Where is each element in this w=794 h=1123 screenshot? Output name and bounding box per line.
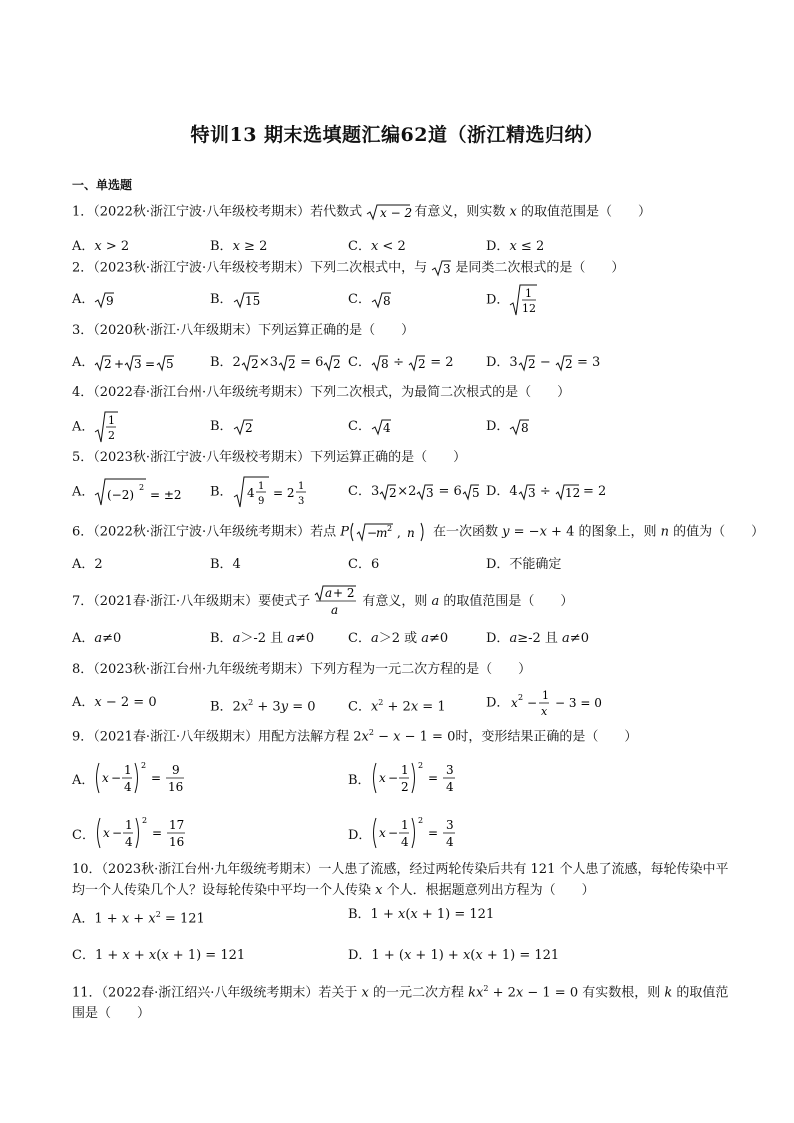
question-10-stem: 10．（2023秋·浙江台州·九年级统考期末）一人患了流感，经过两轮传染后共有 121 个人患了流感，每轮传染中平均一个人传染几个人？设每轮传染中平均一个人传染 x 个人．根据题意列出方程为（ ） bbox=[72, 862, 729, 898]
svg-text:2: 2 bbox=[250, 356, 259, 371]
option-d[interactable]: D． x −1 4 2 = 3 4 bbox=[348, 816, 455, 849]
option-c[interactable]: C．3 2 ×2 3 = 6 5 bbox=[348, 484, 480, 500]
svg-text:4: 4 bbox=[382, 420, 391, 435]
svg-text:2: 2 bbox=[141, 761, 147, 770]
option-b[interactable]: B．$2x^2 + 3y = 0$ bbox=[210, 698, 316, 715]
option-a[interactable]: A． 2 + 3 = 5 bbox=[72, 355, 175, 371]
svg-text:x−14: x −1 4 bbox=[102, 763, 133, 794]
svg-text:a+ 2: a+ 2 bbox=[325, 586, 355, 600]
option-c[interactable]: C．1 + x + x(x + 1) = 121 bbox=[72, 948, 246, 963]
option-c[interactable]: C．a＞2 或 a≠0 bbox=[348, 631, 449, 646]
svg-text:5: 5 bbox=[471, 485, 480, 500]
option-b[interactable]: B．x ≥ 2 bbox=[210, 239, 268, 254]
option-d[interactable]: D．1 + (x + 1) + x(x + 1) = 121 bbox=[348, 948, 560, 963]
option-a[interactable]: A． 1 2 bbox=[72, 410, 118, 444]
svg-text:−m2,n: −m2 , n bbox=[367, 524, 415, 540]
svg-text:2: 2 bbox=[389, 485, 397, 500]
option-a[interactable]: A．2 bbox=[72, 557, 103, 572]
question-7-stem: 7．（2021春·浙江·八年级期末）要使式子 a+ 2 a 有意义，则 a 的取值范围是（ ） bbox=[72, 586, 574, 617]
option-b[interactable]: B．2 2 ×3 2 = 6 2 bbox=[210, 355, 342, 371]
svg-text:− 3 = 0: − 3 = 0 bbox=[555, 696, 603, 710]
question-1-stem: 1．（2022秋·浙江宁波·八年级校考期末）若代数式 x − 2 有意义，则实数 x 的取值范围是（ ） bbox=[72, 204, 652, 220]
option-d[interactable]: D．4 3 ÷ 12 = 2 bbox=[486, 484, 607, 500]
svg-text:8: 8 bbox=[521, 420, 530, 435]
svg-text:x − 2: x − 2 bbox=[380, 206, 413, 220]
option-d[interactable]: D． 8 bbox=[486, 419, 530, 435]
option-b[interactable]: B．1 + x(x + 1) = 121 bbox=[348, 907, 495, 922]
svg-text:15: 15 bbox=[244, 293, 260, 308]
option-b[interactable]: B． 2 bbox=[210, 419, 253, 435]
svg-text:2: 2 bbox=[564, 356, 573, 371]
svg-text:3: 3 bbox=[443, 262, 451, 276]
svg-text:2: 2 bbox=[418, 356, 426, 371]
option-b[interactable]: B． 4 1 9 = 2 1 3 bbox=[210, 475, 311, 509]
svg-text:4: 4 bbox=[246, 486, 255, 500]
svg-text:= 2: = 2 bbox=[272, 486, 295, 500]
option-a[interactable]: A．$1 + x + x^2 = 121$ bbox=[72, 910, 205, 927]
svg-text:x2−: x2 − bbox=[511, 693, 538, 710]
question-5-stem: 5．（2023秋·浙江宁波·八年级校考期末）下列运算正确的是（ ） bbox=[72, 450, 467, 465]
svg-text:2: 2 bbox=[244, 420, 253, 435]
section-heading: 一、单选题 bbox=[72, 178, 133, 192]
option-c[interactable]: C．6 bbox=[348, 557, 380, 572]
option-a[interactable]: A．a≠0 bbox=[72, 631, 122, 646]
option-d[interactable]: D．a≥-2 且 a≠0 bbox=[486, 631, 589, 646]
page-title: 特训13 期末选填题汇编62道（浙江精选归纳） bbox=[190, 124, 604, 146]
option-b[interactable]: B． 15 bbox=[210, 292, 260, 308]
svg-text:=: = bbox=[427, 771, 438, 785]
svg-text:12: 12 bbox=[564, 485, 581, 500]
svg-text:2: 2 bbox=[288, 356, 296, 371]
svg-text:2: 2 bbox=[333, 356, 342, 371]
svg-text:2: 2 bbox=[141, 816, 148, 825]
svg-text:a: a bbox=[331, 603, 339, 617]
option-c[interactable]: C．x < 2 bbox=[348, 239, 406, 254]
question-6-stem: 6．（2022秋·浙江宁波·八年级统考期末）若点 P −m2 , n 在一次函数 y = −x + 4 的图象上，则 n 的值为（ ） bbox=[72, 524, 765, 540]
option-d[interactable]: D． x2 − 1 x − 3 = 0 bbox=[486, 689, 603, 718]
option-b[interactable]: B．4 bbox=[210, 557, 241, 572]
svg-text:=: = bbox=[151, 771, 162, 785]
option-d[interactable]: D．3 2 − 2 = 3 bbox=[486, 355, 601, 371]
svg-text:2: 2 bbox=[417, 761, 423, 770]
svg-text:2: 2 bbox=[418, 816, 424, 825]
option-c[interactable]: C． 4 bbox=[348, 419, 391, 435]
svg-text:=: = bbox=[428, 826, 439, 840]
svg-text:x−14: x −1 4 bbox=[102, 818, 133, 849]
question-2-stem: 2．（2023秋·浙江宁波·八年级校考期末）下列二次根式中，与 3 是同类二次根式的是（ ） bbox=[72, 260, 625, 276]
option-d[interactable]: D．x ≤ 2 bbox=[486, 239, 545, 254]
svg-text:19: 1 9 bbox=[257, 481, 264, 507]
option-a[interactable]: A． x −1 4 2 = 9 16 bbox=[72, 761, 184, 794]
svg-text:3: 3 bbox=[426, 485, 435, 500]
svg-text:2: 2 bbox=[527, 356, 536, 371]
svg-text:x−14: x −1 4 bbox=[379, 818, 410, 849]
option-a[interactable]: A． 9 bbox=[72, 292, 115, 308]
option-a[interactable]: A．x − 2 = 0 bbox=[72, 695, 157, 710]
option-d[interactable]: D．不能确定 bbox=[486, 557, 562, 572]
option-b[interactable]: B．a＞-2 且 a≠0 bbox=[210, 631, 315, 646]
svg-text:9: 9 bbox=[106, 293, 115, 308]
svg-text:2: 2 bbox=[108, 429, 116, 442]
option-a[interactable]: A． (−2)2= ±2 bbox=[72, 477, 176, 507]
svg-text:916: 9 16 bbox=[168, 763, 184, 794]
svg-text:1x: 1 x bbox=[541, 689, 550, 718]
svg-text:1716: 17 16 bbox=[168, 818, 185, 849]
sqrt-expression bbox=[366, 203, 413, 222]
question-9-stem: 9．（2021春·浙江·八年级期末）用配方法解方程 $2x^2 - x - 1 = 0$时，变形结果正确的是（ ） bbox=[72, 728, 638, 745]
svg-text:x−12: x −1 2 bbox=[378, 763, 409, 794]
option-c[interactable]: C．$x^2 + 2x = 1$ bbox=[348, 698, 446, 715]
question-4-stem: 4．（2022春·浙江台州·八年级统考期末）下列二次根式，为最简二次根式的是（ ） bbox=[72, 385, 571, 400]
svg-text:2+3=5: 2 + 3 = 5 bbox=[104, 356, 175, 371]
question-3-stem: 3．（2020秋·浙江·八年级期末）下列运算正确的是（ ） bbox=[72, 323, 415, 338]
svg-text:=: = bbox=[151, 826, 163, 840]
option-c[interactable]: C． 8 bbox=[348, 292, 391, 308]
option-b[interactable]: B． x −1 2 2 = 3 4 bbox=[348, 761, 454, 794]
svg-text:3: 3 bbox=[527, 485, 536, 500]
option-d[interactable]: D． 1 12 bbox=[486, 287, 537, 315]
question-8-stem: 8．（2023秋·浙江台州·九年级统考期末）下列方程为一元二次方程的是（ ） bbox=[72, 662, 532, 677]
svg-text:34: 3 4 bbox=[446, 818, 455, 849]
option-a[interactable]: A．x > 2 bbox=[72, 239, 130, 254]
svg-text:8: 8 bbox=[382, 293, 391, 308]
svg-text:34: 3 4 bbox=[445, 763, 454, 794]
svg-text:8: 8 bbox=[380, 356, 389, 371]
svg-text:13: 1 3 bbox=[297, 481, 304, 507]
svg-text:1: 1 bbox=[108, 414, 116, 427]
option-c[interactable]: C． 8 ÷ 2 = 2 bbox=[348, 355, 454, 371]
svg-text:12: 12 bbox=[522, 302, 537, 315]
svg-text:(−2)2= ±2: (−2)2= ±2 bbox=[107, 483, 182, 502]
option-c[interactable]: C． x −1 4 2 = 17 16 bbox=[72, 816, 185, 849]
svg-text:1: 1 bbox=[525, 287, 533, 300]
question-11-stem: 11．（2022春·浙江绍兴·八年级统考期末）若关于 x 的一元二次方程 $kx^2 + 2x - 1 = 0$ 有实数根，则 k 的取值范围是（ ） bbox=[72, 984, 729, 1022]
